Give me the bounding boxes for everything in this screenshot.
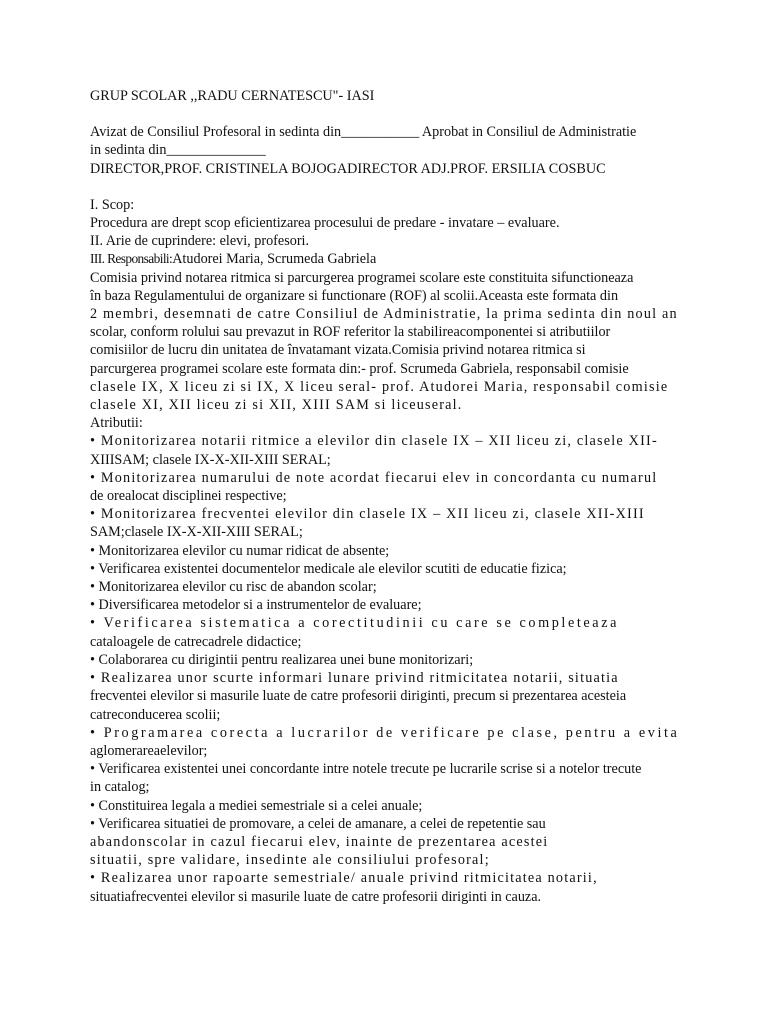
atributii-item: frecventei elevilor si masurile luate de catre profesorii diriginti, precum si prezentarea acesteia bbox=[90, 688, 627, 705]
atributii-item: • Verificarea existentei unei concordante intre notele trecute pe lucrarile scrise si a notelor trecute bbox=[90, 761, 642, 778]
responsible-prefix: III. Responsabili: bbox=[90, 251, 173, 267]
atributii-item: • Constituirea legala a mediei semestriale si a celei anuale; bbox=[90, 797, 423, 814]
atributii-item: cataloagele de catrecadrele didactice; bbox=[90, 633, 302, 650]
responsible-line bbox=[90, 250, 690, 268]
atributii-item: • Verificarea situatiei de promovare, a celei de amanare, a celei de repetentie sau bbox=[90, 815, 546, 832]
atributii-item: • Monitorizarea numarului de note acordat fiecarui elev in concordanta cu numarul bbox=[90, 469, 658, 486]
area-line: II. Arie de cuprindere: elevi, profesori. bbox=[90, 233, 310, 250]
atributii-item: • Realizarea unor rapoarte semestriale/ anuale privind ritmicitatea notarii, bbox=[90, 870, 598, 887]
atributii-item: • Realizarea unor scurte informari lunare privind ritmicitatea notarii, situatia bbox=[90, 670, 619, 687]
atributii-item: • Colaborarea cu dirigintii pentru realizarea unei bune monitorizari; bbox=[90, 651, 474, 668]
atributii-item: de orealocat disciplinei respective; bbox=[90, 488, 287, 505]
body-line: în baza Regulamentului de organizare si functionare (ROF) al scolii.Aceasta este formata din bbox=[90, 287, 619, 304]
body-line: clasele IX, X liceu zi si IX, X liceu seral- prof. Atudorei Maria, responsabil comisie bbox=[90, 378, 669, 395]
document-title: GRUP SCOLAR ,,RADU CERNATESCU"- IASI bbox=[90, 88, 375, 104]
atributii-item: • Monitorizarea notarii ritmice a elevilor din clasele IX – XII liceu zi, clasele XII- bbox=[90, 433, 658, 450]
approval-line-2: in sedinta din______________ bbox=[90, 142, 266, 159]
scope-heading: I. Scop: bbox=[90, 196, 135, 213]
atributii-item: • Verificarea sistematica a corectitudinii cu care se completeaza bbox=[90, 615, 619, 632]
atributii-item: • Programarea corecta a lucrarilor de verificare pe clase, pentru a evita bbox=[90, 724, 680, 741]
body-line: comisiilor de lucru din unitatea de învatamant vizata.Comisia privind notarea ritmica si bbox=[90, 342, 586, 359]
spacer bbox=[90, 178, 690, 196]
atributii-item: • Monitorizarea elevilor cu risc de abandon scolar; bbox=[90, 579, 377, 596]
body-line: clasele XI, XII liceu zi si XII, XIII SAM si liceuseral. bbox=[90, 397, 463, 414]
atributii-item: XIIISAM; clasele IX-X-XII-XIII SERAL; bbox=[90, 451, 331, 468]
atributii-item: situatiafrecventei elevilor si masurile luate de catre profesorii diriginti in cauza. bbox=[90, 888, 542, 905]
body-line: parcurgerea programei scolare este formata din:- prof. Scrumeda Gabriela, responsabil comisie bbox=[90, 360, 629, 377]
body-line: scolar, conform rolului sau prevazut in ROF referitor la stabilireacomponentei si atributiilor bbox=[90, 324, 611, 341]
atributii-item: aglomerareaelevilor; bbox=[90, 742, 208, 759]
atributii-item: • Verificarea existentei documentelor medicale ale elevilor scutiti de educatie fizica; bbox=[90, 560, 567, 577]
body-line: 2 membri, desemnati de catre Consiliul de Administratie, la prima sedinta din noul an bbox=[90, 306, 678, 323]
atributii-item: • Monitorizarea elevilor cu numar ridicat de absente; bbox=[90, 542, 390, 559]
atributii-item: SAM;clasele IX-X-XII-XIII SERAL; bbox=[90, 524, 303, 541]
atributii-heading: Atributii: bbox=[90, 415, 143, 432]
responsible-names: Atudorei Maria, Scrumeda Gabriela bbox=[172, 251, 377, 268]
document-page bbox=[90, 87, 690, 906]
atributii-item: • Monitorizarea frecventei elevilor din clasele IX – XII liceu zi, clasele XII-XIII bbox=[90, 506, 645, 523]
atributii-item: situatii, spre validare, insedinte ale consiliului profesoral; bbox=[90, 852, 490, 869]
approval-line-1: Avizat de Consiliul Profesoral in sedinta din___________ Aprobat in Consiliul de Administratie bbox=[90, 124, 637, 141]
directors-line: DIRECTOR,PROF. CRISTINELA BOJOGADIRECTOR ADJ.PROF. ERSILIA COSBUC bbox=[90, 160, 606, 177]
scope-text: Procedura are drept scop eficientizarea procesului de predare - invatare – evaluare. bbox=[90, 215, 560, 232]
atributii-item: abandonscolar in cazul fiecarui elev, inainte de prezentarea acestei bbox=[90, 833, 549, 850]
atributii-item: • Diversificarea metodelor si a instrumentelor de evaluare; bbox=[90, 597, 422, 614]
atributii-item: in catalog; bbox=[90, 779, 150, 796]
body-line: Comisia privind notarea ritmica si parcurgerea programei scolare este constituita sifunctioneaza bbox=[90, 269, 634, 286]
atributii-item: catreconducerea scolii; bbox=[90, 706, 221, 723]
